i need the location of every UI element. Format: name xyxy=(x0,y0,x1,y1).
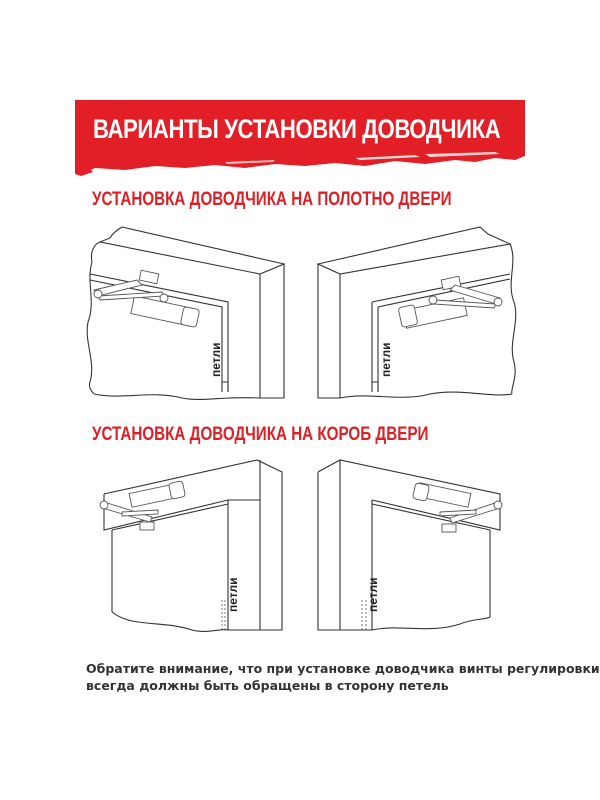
note-line-2: всегда должны быть обращены в сторону петель xyxy=(86,678,449,693)
diagram-door-frame-right xyxy=(300,452,530,642)
hinge-label: петли xyxy=(209,342,223,377)
header-banner xyxy=(75,100,525,175)
hinge-label: петли xyxy=(226,577,240,612)
page-title: ВАРИАНТЫ УСТАНОВКИ ДОВОДЧИКА xyxy=(93,114,501,144)
hinge-label: петли xyxy=(379,342,393,377)
note-line-1: Обратите внимание, что при установке доводчика винты регулировки xyxy=(86,661,600,676)
diagram-door-frame-left xyxy=(82,452,302,642)
diagram-door-leaf-right xyxy=(300,222,530,412)
diagram-door-leaf-left xyxy=(82,222,302,412)
installation-note xyxy=(86,660,600,694)
section-title-door-leaf: УСТАНОВКА ДОВОДЧИКА НА ПОЛОТНО ДВЕРИ xyxy=(92,189,452,210)
hinge-label: петли xyxy=(366,577,380,612)
section-title-door-frame: УСТАНОВКА ДОВОДЧИКА НА КОРОБ ДВЕРИ xyxy=(92,424,429,445)
